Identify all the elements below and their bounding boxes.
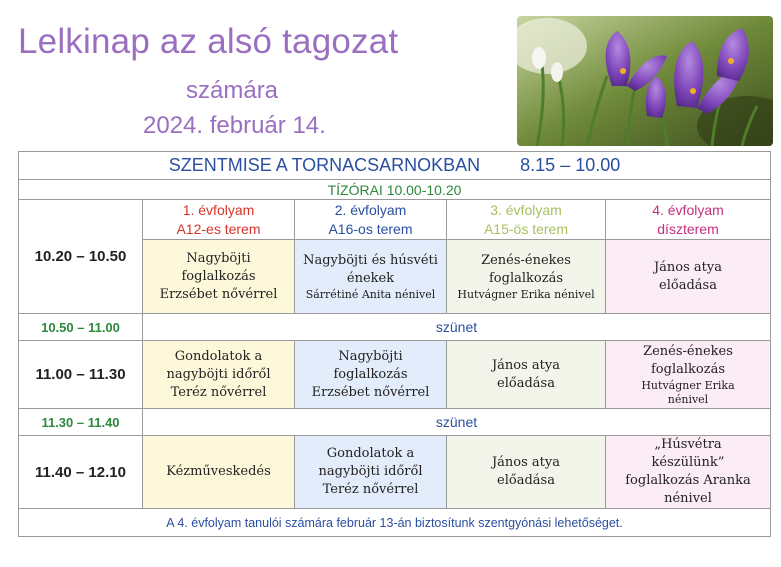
slot1-grade2-activity: Nagyböjti és húsvéti énekek Sárrétiné Anita nénivel — [295, 240, 447, 314]
slot3-grade4-activity: „Húsvétra készülünk” foglalkozás Aranka nénivel — [606, 436, 771, 509]
event-date: 2024. február 14. — [143, 112, 326, 139]
slot1-grade4-activity: János atya előadása — [606, 240, 771, 314]
grade3-room: A15-ös terem — [483, 220, 569, 237]
page-title: Lelkinap az alsó tagozat — [18, 22, 399, 61]
slot3-time: 11.40 – 12.10 — [19, 436, 143, 509]
grade1-room: A12-es terem — [176, 220, 261, 237]
break2-label: szünet — [143, 409, 771, 436]
crocus-flowers-image — [517, 16, 773, 146]
slot2-time: 11.00 – 11.30 — [19, 341, 143, 409]
break2-time: 11.30 – 11.40 — [19, 409, 143, 436]
grade3-name: 3. évfolyam — [490, 201, 562, 218]
slot1-time: 10.20 – 10.50 — [19, 200, 143, 314]
slot3-grade3-activity: János atya előadása — [447, 436, 606, 509]
slot3-grade2-activity: Gondolatok a nagyböjti időről Teréz nővérrel — [295, 436, 447, 509]
slot3-grade1-activity: Kézműveskedés — [143, 436, 295, 509]
mass-label: SZENTMISE A TORNACSARNOKBAN — [168, 155, 481, 175]
grade3-header — [447, 200, 606, 240]
slot1-grade3-activity: Zenés-énekes foglalkozás Hutvágner Erika nénivel — [447, 240, 606, 314]
snack-row: TÍZÓRAI 10.00-10.20 — [19, 180, 771, 200]
slot2-grade4-activity: Zenés-énekes foglalkozás Hutvágner Erika nénivel — [606, 341, 771, 409]
break1-time: 10.50 – 11.00 — [19, 314, 143, 341]
slot2-grade1-activity: Gondolatok a nagyböjti időről Teréz nővérrel — [143, 341, 295, 409]
grade1-header — [143, 200, 295, 240]
page-subtitle: számára — [186, 77, 279, 104]
footer-note: A 4. évfolyam tanulói számára február 13-án biztosítunk szentgyónási lehetőséget. — [19, 509, 771, 537]
slot2-grade2-activity: Nagyböjti foglalkozás Erzsébet nővérrel — [295, 341, 447, 409]
schedule-table — [18, 151, 771, 537]
grade4-header — [606, 200, 771, 240]
slot1-grade1-activity: Nagyböjti foglalkozás Erzsébet nővérrel — [143, 240, 295, 314]
mass-row — [19, 152, 771, 180]
grade1-name: 1. évfolyam — [182, 201, 255, 218]
grade4-name: 4. évfolyam — [652, 201, 724, 218]
grade4-room: díszterem — [657, 220, 719, 237]
mass-time: 8.15 – 10.00 — [520, 155, 621, 175]
break1-label: szünet — [143, 314, 771, 341]
slot2-grade3-activity: János atya előadása — [447, 341, 606, 409]
grade2-room: A16-os terem — [328, 220, 413, 237]
grade2-header — [295, 200, 447, 240]
grade2-name: 2. évfolyam — [334, 201, 407, 218]
